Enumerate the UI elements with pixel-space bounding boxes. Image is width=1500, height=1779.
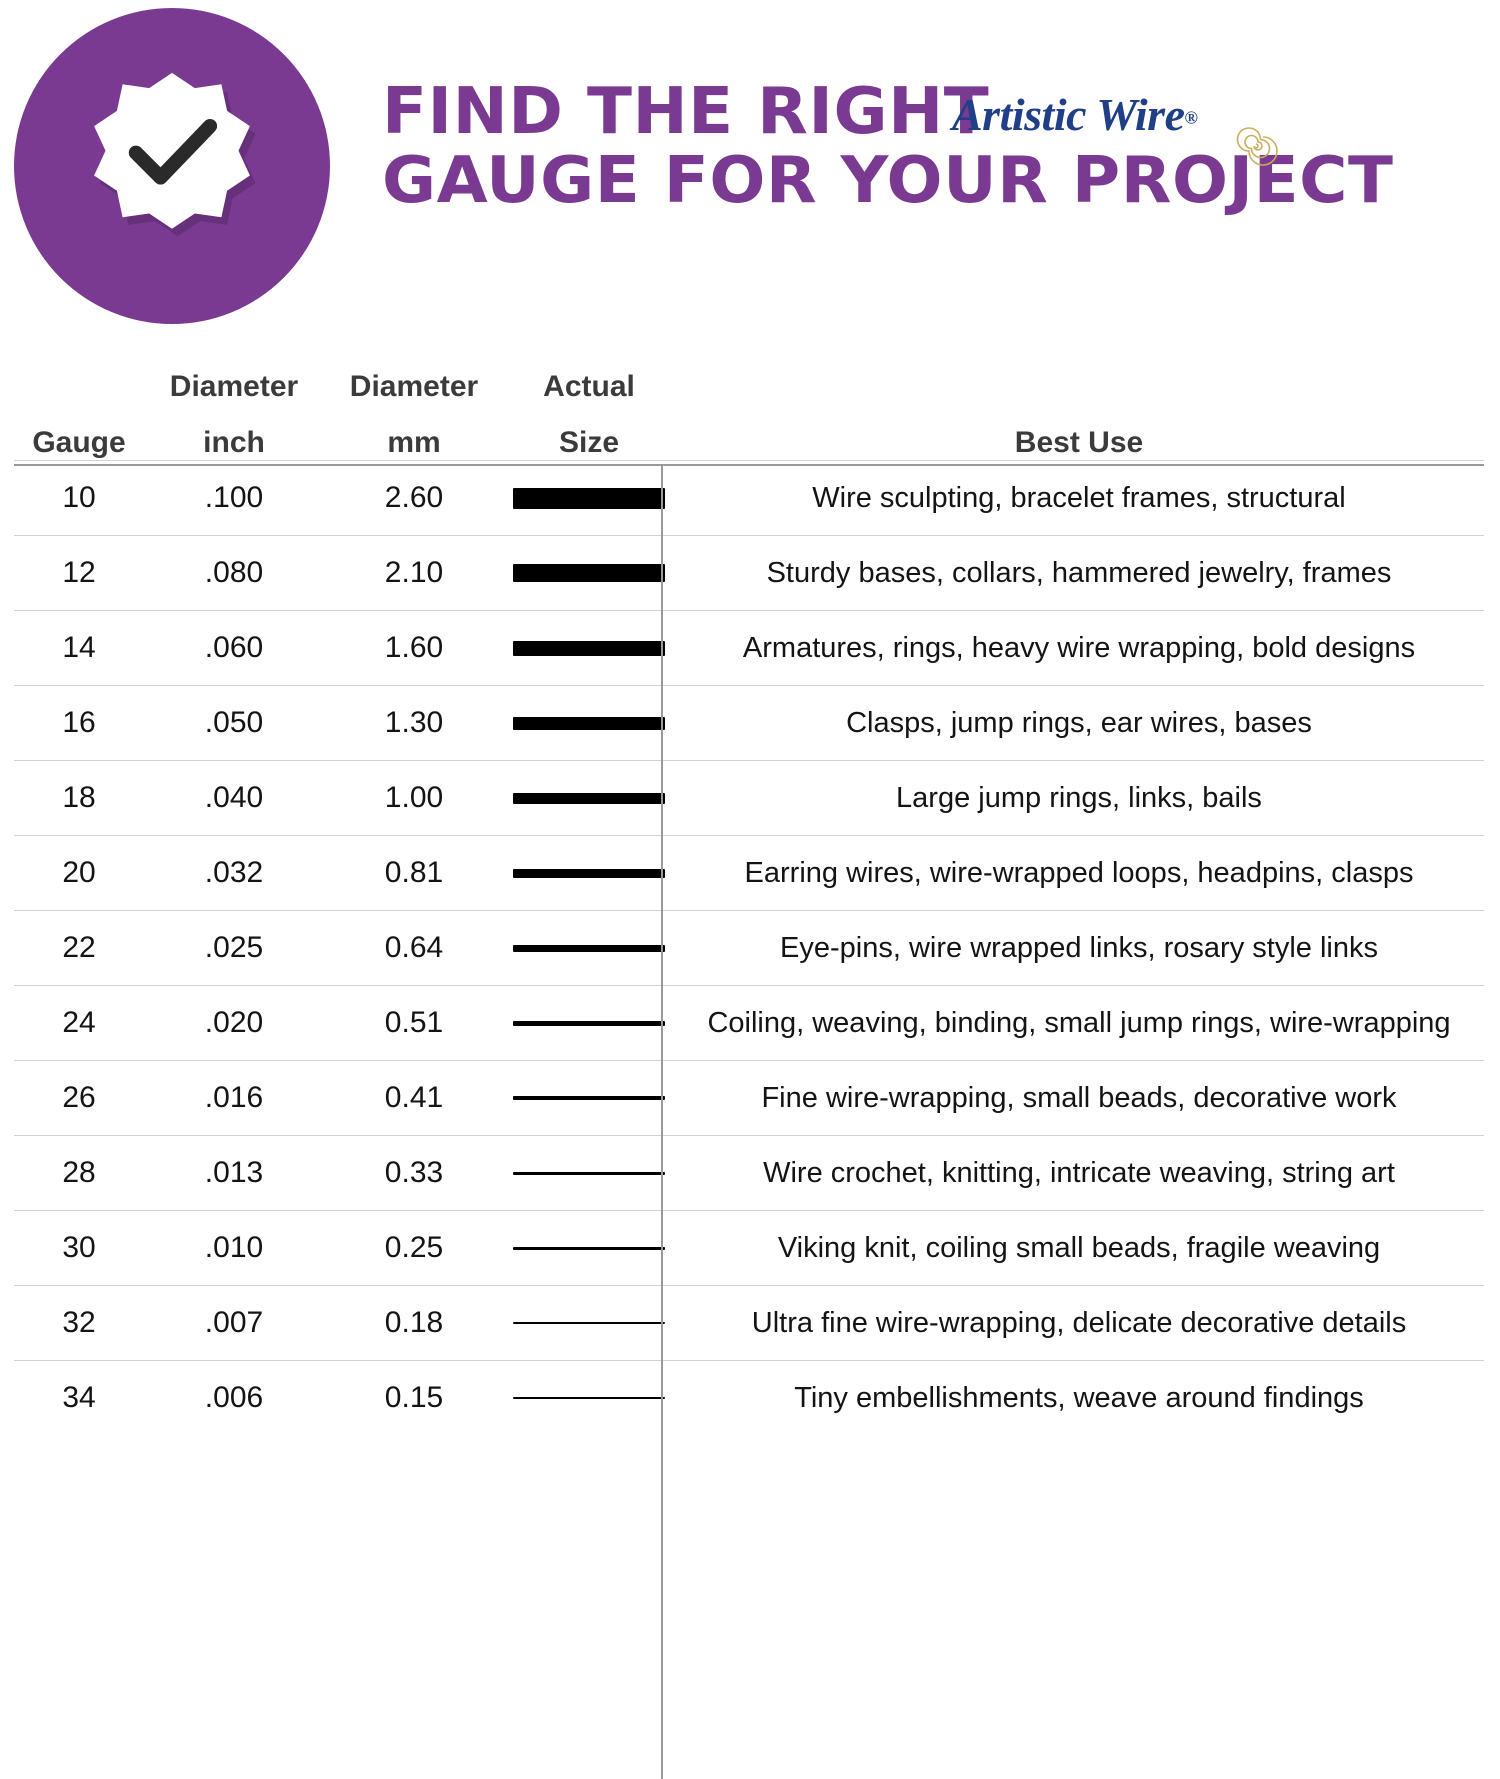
gauge-table xyxy=(14,352,1484,1435)
checkmark-starburst-icon xyxy=(77,71,267,261)
cell-diameter-inch: .010 xyxy=(144,1211,324,1286)
cell-diameter-mm: 2.60 xyxy=(324,461,504,536)
table-row xyxy=(14,1061,1484,1136)
wire-thickness-bar xyxy=(513,564,665,582)
cell-best-use: Coiling, weaving, binding, small jump rings, wire-wrapping xyxy=(674,986,1484,1061)
cell-best-use: Wire sculpting, bracelet frames, structural xyxy=(674,461,1484,536)
cell-actual-size xyxy=(504,911,674,986)
cell-diameter-inch: .080 xyxy=(144,536,324,611)
header-blank-right xyxy=(674,352,1484,404)
wire-thickness-bar xyxy=(513,945,665,952)
cell-diameter-inch: .025 xyxy=(144,911,324,986)
cell-best-use: Tiny embellishments, weave around findings xyxy=(674,1361,1484,1436)
cell-diameter-mm: 1.30 xyxy=(324,686,504,761)
brand-registered-mark: ® xyxy=(1184,107,1198,128)
cell-gauge: 22 xyxy=(14,911,144,986)
spiral-icon xyxy=(1232,122,1280,170)
header-gauge: Gauge xyxy=(32,426,126,459)
wire-thickness-bar xyxy=(513,1096,665,1100)
cell-best-use: Large jump rings, links, bails xyxy=(674,761,1484,836)
wire-thickness-bar xyxy=(513,793,665,804)
cell-actual-size xyxy=(504,536,674,611)
cell-diameter-mm: 0.41 xyxy=(324,1061,504,1136)
header-best-use: Best Use xyxy=(1014,426,1144,459)
header-inch: inch xyxy=(203,426,265,459)
column-divider-vertical xyxy=(661,464,663,1779)
wire-thickness-bar xyxy=(513,641,665,656)
table-row xyxy=(14,986,1484,1061)
header-mm: mm xyxy=(387,426,441,459)
cell-best-use: Wire crochet, knitting, intricate weaving, string art xyxy=(674,1136,1484,1211)
cell-gauge: 24 xyxy=(14,986,144,1061)
cell-gauge: 18 xyxy=(14,761,144,836)
cell-diameter-inch: .100 xyxy=(144,461,324,536)
cell-diameter-inch: .040 xyxy=(144,761,324,836)
cell-best-use: Earring wires, wire-wrapped loops, headpins, clasps xyxy=(674,836,1484,911)
brand-logo xyxy=(952,88,1272,168)
table-row xyxy=(14,1286,1484,1361)
cell-diameter-mm: 0.18 xyxy=(324,1286,504,1361)
cell-diameter-mm: 1.00 xyxy=(324,761,504,836)
header-blank xyxy=(14,352,144,404)
cell-gauge: 16 xyxy=(14,686,144,761)
cell-diameter-mm: 0.25 xyxy=(324,1211,504,1286)
cell-actual-size xyxy=(504,1211,674,1286)
wire-thickness-bar xyxy=(513,488,665,509)
wire-thickness-bar xyxy=(513,1172,665,1175)
cell-gauge: 12 xyxy=(14,536,144,611)
header-actual-top: Actual xyxy=(543,370,635,403)
header-size: Size xyxy=(558,426,620,459)
cell-best-use: Clasps, jump rings, ear wires, bases xyxy=(674,686,1484,761)
cell-gauge: 34 xyxy=(14,1361,144,1436)
table-header-row-top xyxy=(14,352,1484,404)
cell-gauge: 20 xyxy=(14,836,144,911)
cell-best-use: Sturdy bases, collars, hammered jewelry, frames xyxy=(674,536,1484,611)
cell-gauge: 32 xyxy=(14,1286,144,1361)
wire-thickness-bar xyxy=(513,869,665,878)
cell-diameter-inch: .013 xyxy=(144,1136,324,1211)
cell-diameter-inch: .050 xyxy=(144,686,324,761)
header-diameter-mm-top: Diameter xyxy=(349,370,479,403)
cell-diameter-mm: 0.64 xyxy=(324,911,504,986)
table-row xyxy=(14,1361,1484,1436)
cell-actual-size xyxy=(504,836,674,911)
cell-diameter-inch: .006 xyxy=(144,1361,324,1436)
cell-actual-size xyxy=(504,461,674,536)
cell-actual-size xyxy=(504,1136,674,1211)
cell-diameter-inch: .016 xyxy=(144,1061,324,1136)
wire-thickness-bar xyxy=(513,1322,665,1324)
cell-actual-size xyxy=(504,686,674,761)
table-row xyxy=(14,1211,1484,1286)
table-row xyxy=(14,461,1484,536)
cell-actual-size xyxy=(504,611,674,686)
cell-diameter-mm: 0.33 xyxy=(324,1136,504,1211)
cell-diameter-mm: 0.81 xyxy=(324,836,504,911)
wire-thickness-bar xyxy=(513,1247,665,1250)
wire-thickness-bar xyxy=(513,1397,665,1399)
wire-thickness-bar xyxy=(513,717,665,730)
cell-actual-size xyxy=(504,1286,674,1361)
header-divider-right xyxy=(663,464,1484,466)
header-diameter-inch-top: Diameter xyxy=(169,370,299,403)
cell-actual-size xyxy=(504,1361,674,1436)
cell-best-use: Armatures, rings, heavy wire wrapping, bold designs xyxy=(674,611,1484,686)
table-row xyxy=(14,686,1484,761)
cell-actual-size xyxy=(504,761,674,836)
table-header-row-bottom xyxy=(14,404,1484,461)
cell-gauge: 14 xyxy=(14,611,144,686)
cell-diameter-inch: .020 xyxy=(144,986,324,1061)
table-row xyxy=(14,1136,1484,1211)
cell-diameter-mm: 0.51 xyxy=(324,986,504,1061)
gauge-table-container xyxy=(0,352,1500,1435)
cell-best-use: Eye-pins, wire wrapped links, rosary style links xyxy=(674,911,1484,986)
cell-gauge: 10 xyxy=(14,461,144,536)
page-title xyxy=(382,75,1442,219)
table-body xyxy=(14,461,1484,1436)
cell-actual-size xyxy=(504,986,674,1061)
cell-actual-size xyxy=(504,1061,674,1136)
wire-thickness-bar xyxy=(513,1021,665,1026)
page-header xyxy=(0,0,1500,330)
cell-best-use: Fine wire-wrapping, small beads, decorative work xyxy=(674,1061,1484,1136)
cell-diameter-mm: 0.15 xyxy=(324,1361,504,1436)
table-row xyxy=(14,836,1484,911)
table-row xyxy=(14,911,1484,986)
title-line-2: GAUGE FOR YOUR PROJECT xyxy=(382,144,1394,219)
table-row xyxy=(14,761,1484,836)
title-line-1: FIND THE RIGHT xyxy=(382,75,990,149)
cell-best-use: Viking knit, coiling small beads, fragile weaving xyxy=(674,1211,1484,1286)
cell-diameter-inch: .060 xyxy=(144,611,324,686)
table-row xyxy=(14,536,1484,611)
table-row xyxy=(14,611,1484,686)
cell-diameter-mm: 1.60 xyxy=(324,611,504,686)
cell-gauge: 28 xyxy=(14,1136,144,1211)
cell-diameter-inch: .007 xyxy=(144,1286,324,1361)
badge-circle xyxy=(14,8,330,324)
cell-diameter-inch: .032 xyxy=(144,836,324,911)
cell-gauge: 30 xyxy=(14,1211,144,1286)
brand-name: Artistic Wire xyxy=(952,89,1185,140)
cell-gauge: 26 xyxy=(14,1061,144,1136)
cell-best-use: Ultra fine wire-wrapping, delicate decorative details xyxy=(674,1286,1484,1361)
cell-diameter-mm: 2.10 xyxy=(324,536,504,611)
header-divider-left xyxy=(14,464,661,466)
